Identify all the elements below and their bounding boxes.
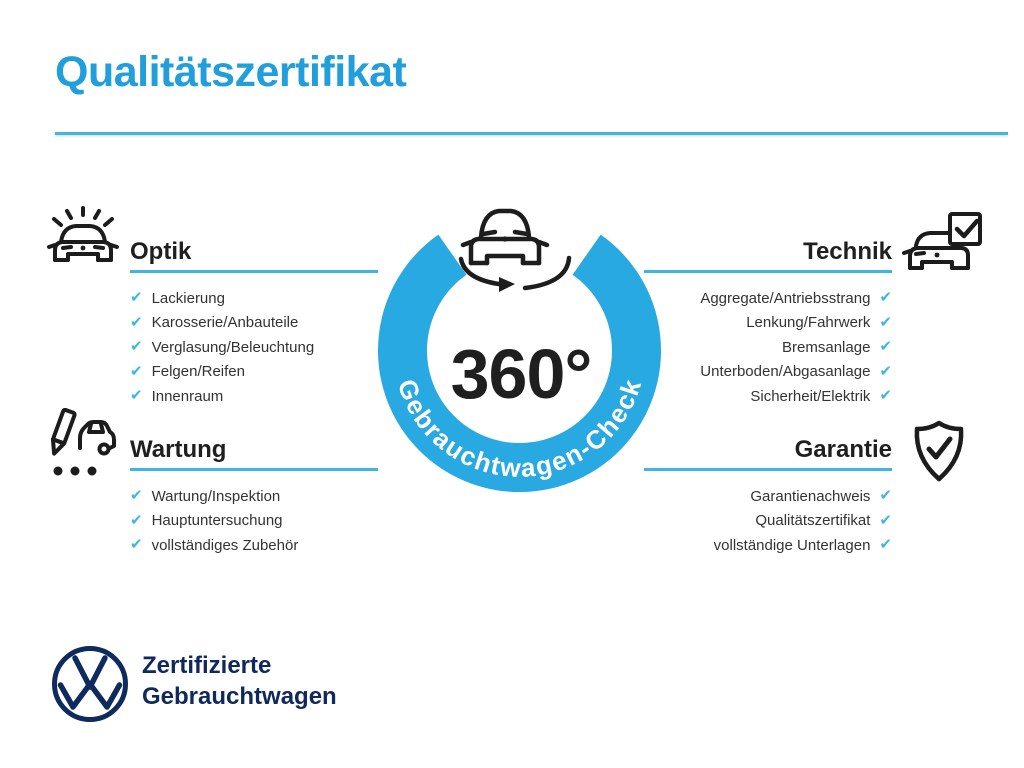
item-label: Lackierung bbox=[151, 289, 225, 307]
checklist-wartung bbox=[130, 484, 390, 558]
list-item bbox=[130, 509, 390, 534]
list-item bbox=[130, 335, 390, 360]
item-label: Garantienachweis bbox=[750, 487, 871, 505]
list-item bbox=[130, 533, 390, 558]
item-label: Wartung/Inspektion bbox=[151, 487, 281, 505]
check-icon: ✔ bbox=[130, 362, 143, 380]
footer-claim-line2: Gebrauchtwagen bbox=[142, 683, 337, 710]
list-item bbox=[560, 533, 892, 558]
footer-claim bbox=[142, 650, 337, 712]
item-label: Karosserie/Anbauteile bbox=[151, 314, 299, 332]
list-item bbox=[130, 484, 390, 509]
check-icon: ✔ bbox=[879, 511, 892, 529]
list-item bbox=[130, 311, 390, 336]
degrees-label: 360° bbox=[450, 335, 592, 413]
check-icon: ✔ bbox=[130, 536, 143, 554]
footer-claim-line1: Zertifizierte bbox=[142, 652, 272, 679]
checklist-optik bbox=[130, 286, 390, 409]
check-icon: ✔ bbox=[879, 387, 892, 405]
item-label: vollständige Unterlagen bbox=[713, 536, 871, 554]
list-item bbox=[130, 384, 390, 409]
check-icon: ✔ bbox=[879, 536, 892, 554]
item-label: Lenkung/Fahrwerk bbox=[746, 314, 871, 332]
check-icon: ✔ bbox=[130, 313, 143, 331]
car-headlights-icon bbox=[44, 206, 122, 270]
360-check-badge bbox=[355, 185, 685, 515]
section-rule-wartung bbox=[130, 468, 378, 471]
item-label: Hauptuntersuchung bbox=[151, 512, 283, 530]
check-icon: ✔ bbox=[130, 387, 143, 405]
service-checklist-icon bbox=[42, 408, 118, 482]
vw-logo bbox=[50, 644, 130, 724]
item-label: Sicherheit/Elektrik bbox=[750, 387, 871, 405]
check-icon: ✔ bbox=[879, 338, 892, 356]
list-item bbox=[130, 360, 390, 385]
check-icon: ✔ bbox=[130, 487, 143, 505]
section-optik bbox=[130, 238, 390, 409]
item-label: Innenraum bbox=[151, 387, 224, 405]
section-title-optik: Optik bbox=[130, 238, 192, 265]
item-label: Verglasung/Beleuchtung bbox=[151, 338, 315, 356]
item-label: Unterboden/Abgasanlage bbox=[700, 363, 871, 381]
car-checkbox-icon bbox=[900, 210, 986, 276]
section-wartung bbox=[130, 436, 390, 558]
item-label: Aggregate/Antriebsstrang bbox=[700, 289, 871, 307]
section-title-technik: Technik bbox=[803, 238, 892, 265]
section-title-wartung: Wartung bbox=[130, 436, 227, 463]
page-title: Qualitätszertifikat bbox=[55, 48, 407, 96]
shield-check-icon bbox=[908, 418, 970, 486]
check-icon: ✔ bbox=[130, 511, 143, 529]
list-item bbox=[130, 286, 390, 311]
ring-curved-text: Gebrauchtwagen-Check bbox=[391, 375, 648, 484]
check-icon: ✔ bbox=[130, 289, 143, 307]
item-label: vollständiges Zubehör bbox=[151, 536, 299, 554]
check-icon: ✔ bbox=[879, 313, 892, 331]
check-icon: ✔ bbox=[879, 362, 892, 380]
car-rotation-icon bbox=[461, 211, 569, 292]
check-icon: ✔ bbox=[879, 487, 892, 505]
check-icon: ✔ bbox=[879, 289, 892, 307]
item-label: Felgen/Reifen bbox=[151, 363, 245, 381]
section-rule-optik bbox=[130, 270, 378, 273]
title-divider bbox=[55, 132, 1008, 135]
item-label: Qualitätszertifikat bbox=[755, 512, 871, 530]
check-icon: ✔ bbox=[130, 338, 143, 356]
item-label: Bremsanlage bbox=[782, 338, 871, 356]
section-title-garantie: Garantie bbox=[794, 436, 892, 463]
